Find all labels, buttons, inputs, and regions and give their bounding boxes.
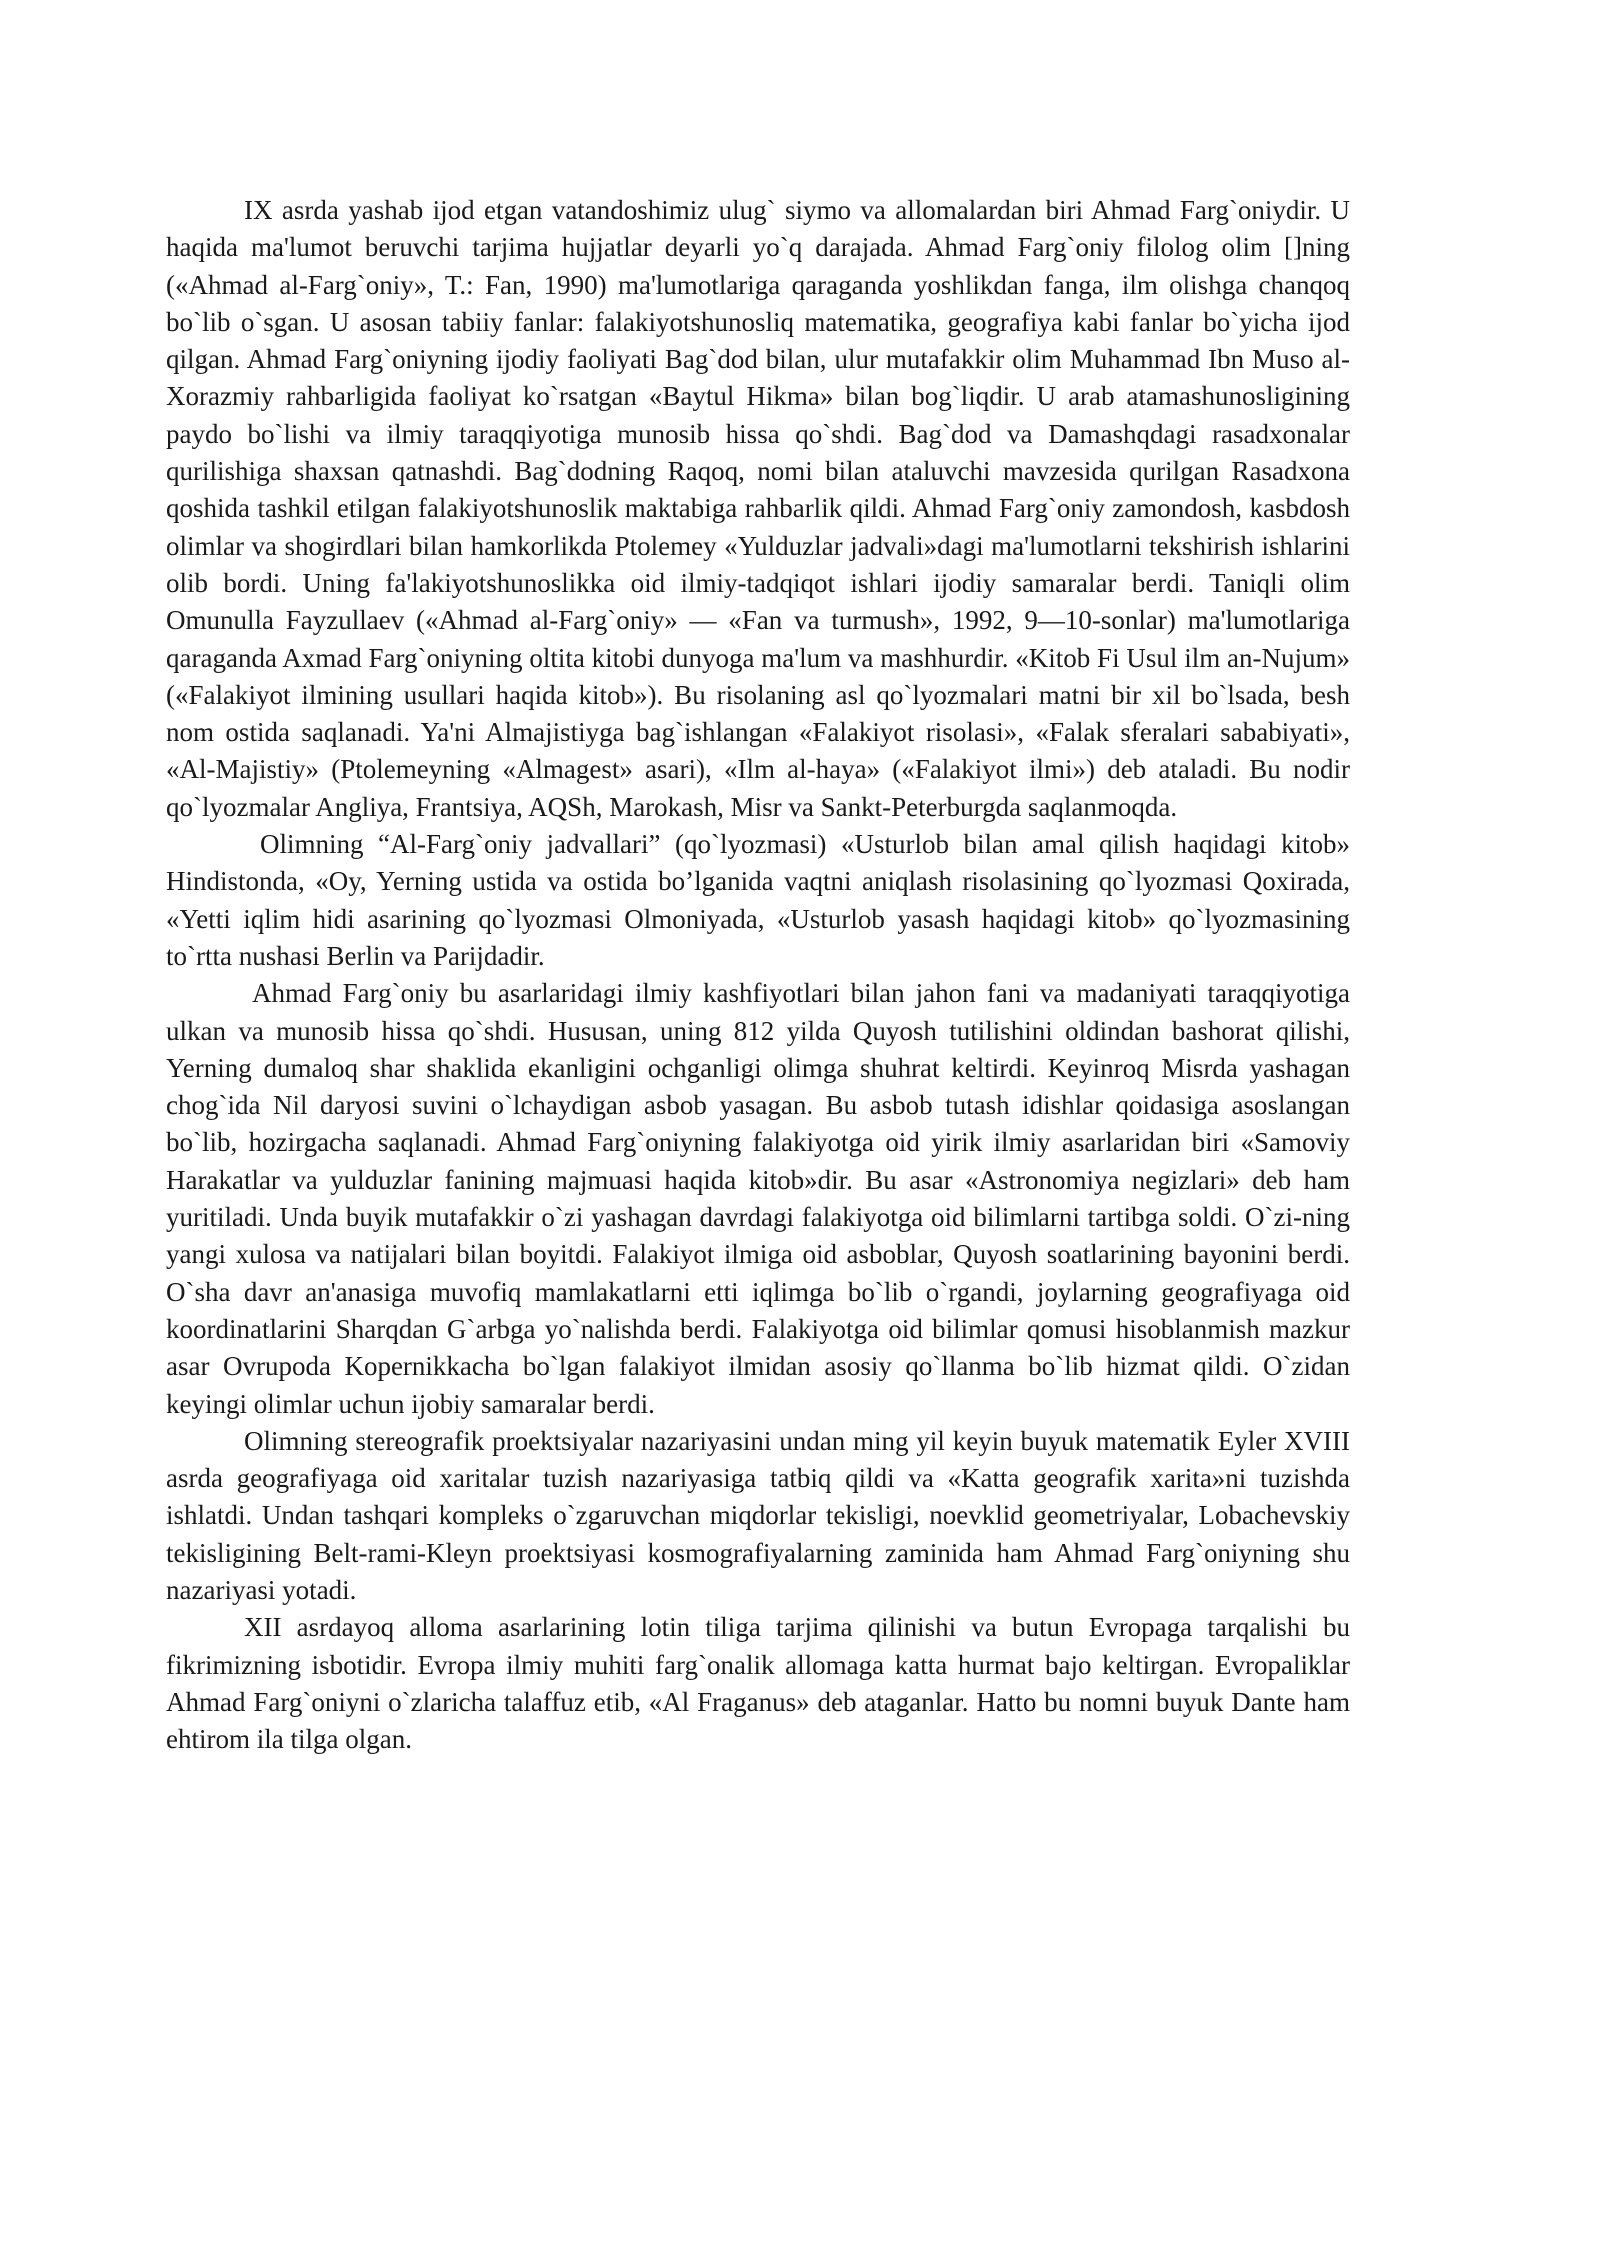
paragraph-3: Ahmad Farg`oniy bu asarlaridagi ilmiy kashfiyotlari bilan jahon fani va madaniyati taraqqiyotiga ulkan va munosib hissa qo`shdi. Hususan, uning 812 yilda Quyosh tutilishini oldindan bashorat qilishi, Yerning dumaloq shar shaklida ekanligini ochganligi olimga shuhrat keltirdi. Keyinroq Misrda yashagan chog`ida Nil daryosi suvini o`lchaydigan asbob yasagan. Bu asbob tutash idishlar qoidasiga asoslangan bo`lib, hozirgacha saqlanadi. Ahmad Farg`oniyning falakiyotga oid yirik ilmiy asarlaridan biri «Samoviy Harakatlar va yulduzlar fanining majmuasi haqida kitob»dir. Bu asar «Astronomiya negizlari» deb ham yuritiladi. Unda buyik mutafakkir o`zi yashagan davrdagi falakiyotga oid bilimlarni tartibga soldi. O`zi-ning yangi xulosa va natijalari bilan boyitdi. Falakiyot ilmiga oid asboblar, Quyosh soatlarining bayonini berdi. O`sha davr an'anasiga muvofiq mamlakatlarni etti iqlimga bo`lib o`rgandi, joylarning geografiyaga oid koordinatlarini Sharqdan G`arbga yo`nalishda berdi. Falakiyotga oid bilimlar qomusi hisoblanmish mazkur asar Ovrupoda Kopernikkacha bo`lgan falakiyot ilmidan asosiy qo`llanma bo`lib hizmat qildi. O`zidan keyingi olimlar uchun ijobiy samaralar berdi. bbox=[166, 978, 1350, 1419]
paragraph-2: Olimning “Al-Farg`oniy jadvallari” (qo`lyozmasi) «Usturlob bilan amal qilish haqidagi kitob» Hindistonda, «Oy, Yerning ustida va ostida bo’lganida vaqtni aniqlash risolasining qo`lyozmasi Qoxirada, «Yetti iqlim hidi asarining qo`lyozmasi Olmoniyada, «Usturlob yasash haqidagi kitob» qo`lyozmasining to`rtta nushasi Berlin va Parijdadir. bbox=[166, 829, 1350, 971]
paragraph-5: XII asrdayoq alloma asarlarining lotin tiliga tarjima qilinishi va butun Evropaga tarqalishi bu fikrimizning isbotidir. Evropa ilmiy muhiti farg`onalik allomaga katta hurmat bajo keltirgan. Evropaliklar Ahmad Farg`oniyni o`zlaricha talaffuz etib, «Al Fraganus» deb ataganlar. Hatto bu nomni buyuk Dante ham ehtirom ila tilga olgan. bbox=[166, 1612, 1350, 1755]
document-page bbox=[166, 192, 1350, 1758]
paragraph-1: IX asrda yashab ijod etgan vatandoshimiz ulug` siymo va allomalardan biri Ahmad Farg`oniydir. U haqida ma'lumot beruvchi tarjima hujjatlar deyarli yo`q darajada. Ahmad Farg`oniy filolog olim []ning («Ahmad al-Farg`oniy», T.: Fan, 1990) ma'lumotlariga qaraganda yoshlikdan fanga, ilm olishga chanqoq bo`lib o`sgan. U asosan tabiiy fanlar: falakiyotshunosliq matematika, geografiya kabi fanlar bo`yicha ijod qilgan. Ahmad Farg`oniyning ijodiy faoliyati Bag`dod bilan, ulur mutafakkir olim Muhammad Ibn Muso al-Xorazmiy rahbarligida faoliyat ko`rsatgan «Baytul Hikma» bilan bog`liqdir. U arab atamashunosligining paydo bo`lishi va ilmiy taraqqiyotiga munosib hissa qo`shdi. Bag`dod va Damashqdagi rasadxonalar qurilishiga shaxsan qatnashdi. Bag`dodning Raqoq, nomi bilan ataluvchi mavzesida qurilgan Rasadxona qoshida tashkil etilgan falakiyotshunoslik maktabiga rahbarlik qildi. Ahmad Farg`oniy zamondosh, kasbdosh olimlar va shogirdlari bilan hamkorlikda Ptolemey «Yulduzlar jadvali»dagi ma'lumotlarni tekshirish ishlarini olib bordi. Uning fa'lakiyotshunoslikka oid ilmiy-tadqiqot ishlari ijodiy samaralar berdi. Taniqli olim Omunulla Fayzullaev («Ahmad al-Farg`oniy» — «Fan va turmush», 1992, 9—10-sonlar) ma'lumotlariga qaraganda Axmad Farg`oniyning oltita kitobi dunyoga ma'lum va mashhurdir. «Kitob Fi Usul ilm an-Nujum» («Falakiyot ilmining usullari haqida kitob»). Bu risolaning asl qo`lyozmalari matni bir xil bo`lsada, besh nom ostida saqlanadi. Ya'ni Almajistiyga bag`ishlangan «Falakiyot risolasi», «Falak sferalari sababiyati», «Al-Majistiy» (Ptolemeyning «Almagest» asari), «Ilm al-haya» («Falakiyot ilmi») deb ataladi. Bu nodir qo`lyozmalar Angliya, Frantsiya, AQSh, Marokash, Misr va Sankt-Peterburgda saqlanmoqda. bbox=[166, 195, 1350, 822]
paragraph-4: Olimning stereografik proektsiyalar nazariyasini undan ming yil keyin buyuk matematik Eyler XVIII asrda geografiyaga oid xaritalar tuzish nazariyasiga tatbiq qildi va «Katta geografik xarita»ni tuzishda ishlatdi. Undan tashqari kompleks o`zgaruvchan miqdorlar tekisligi, noevklid geometriyalar, Lobachevskiy tekisligining Belt-rami-Kleyn proektsiyasi kosmografiyalarning zaminida ham Ahmad Farg`oniyning shu nazariyasi yotadi. bbox=[166, 1425, 1350, 1605]
